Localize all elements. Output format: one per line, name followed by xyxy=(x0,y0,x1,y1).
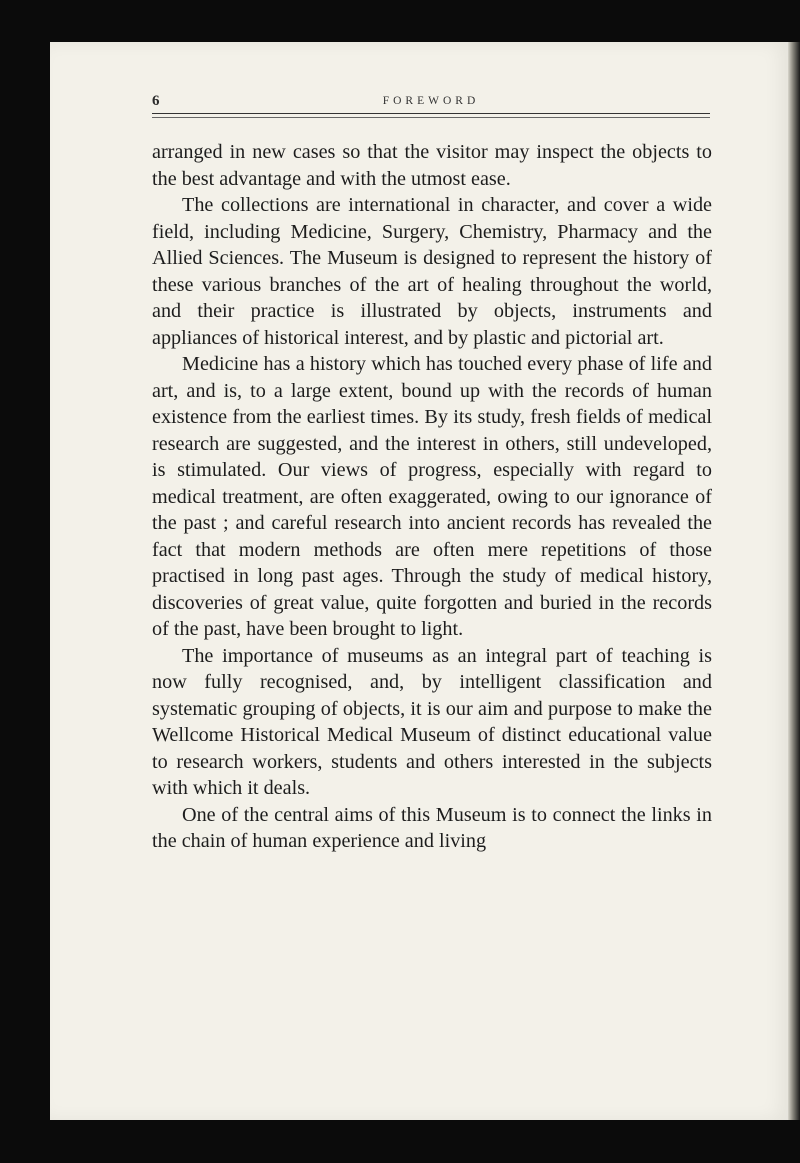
header-rule xyxy=(152,113,710,118)
page-edge xyxy=(788,42,800,1120)
paragraph-medicine-history: Medicine has a history which has touched every phase of life and art, and is, to a large extent, bound up with the records of human existence from the earliest times. By its study, fresh fields of medical research are suggested, and the interest in others, still undeveloped, is stimulated. Our views of progress, especially with regard to medical treatment, are often exaggerated, owing to our ignorance of the past ; and careful research into ancient records has revealed the fact that modern methods are often mere repetitions of those practised in long past ages. Through the study of medical history, discoveries of great value, quite forgotten and buried in the records of the past, have been brought to light. xyxy=(152,353,712,640)
paragraph-central-aims: One of the central aims of this Museum is to connect the links in the chain of human experience and living xyxy=(152,803,712,852)
paragraph-collections: The collections are international in character, and cover a wide field, including Medicine, Surgery, Chemistry, Pharmacy and the Allied Sciences. The Museum is designed to represent the history of these various branches of the art of healing throughout the world, and their practice is illustrated by objects, instruments and appliances of historical interest, and by plastic and pictorial art. xyxy=(152,194,712,349)
paragraph-museums-teaching: The importance of museums as an integral part of teaching is now fully recognised, and, by intelligent classification and systematic grouping of objects, it is our aim and purpose to make the Wellcome Historical Medical Museum of distinct educational value to research workers, students and others interested in the subjects with which it deals. xyxy=(152,644,712,799)
page-header xyxy=(152,93,710,115)
running-head: FOREWORD xyxy=(382,95,480,107)
page-number: 6 xyxy=(152,93,160,109)
paragraph-continued: arranged in new cases so that the visitor may inspect the objects to the best advantage and with the utmost ease. xyxy=(152,141,712,190)
body-text xyxy=(152,139,712,855)
